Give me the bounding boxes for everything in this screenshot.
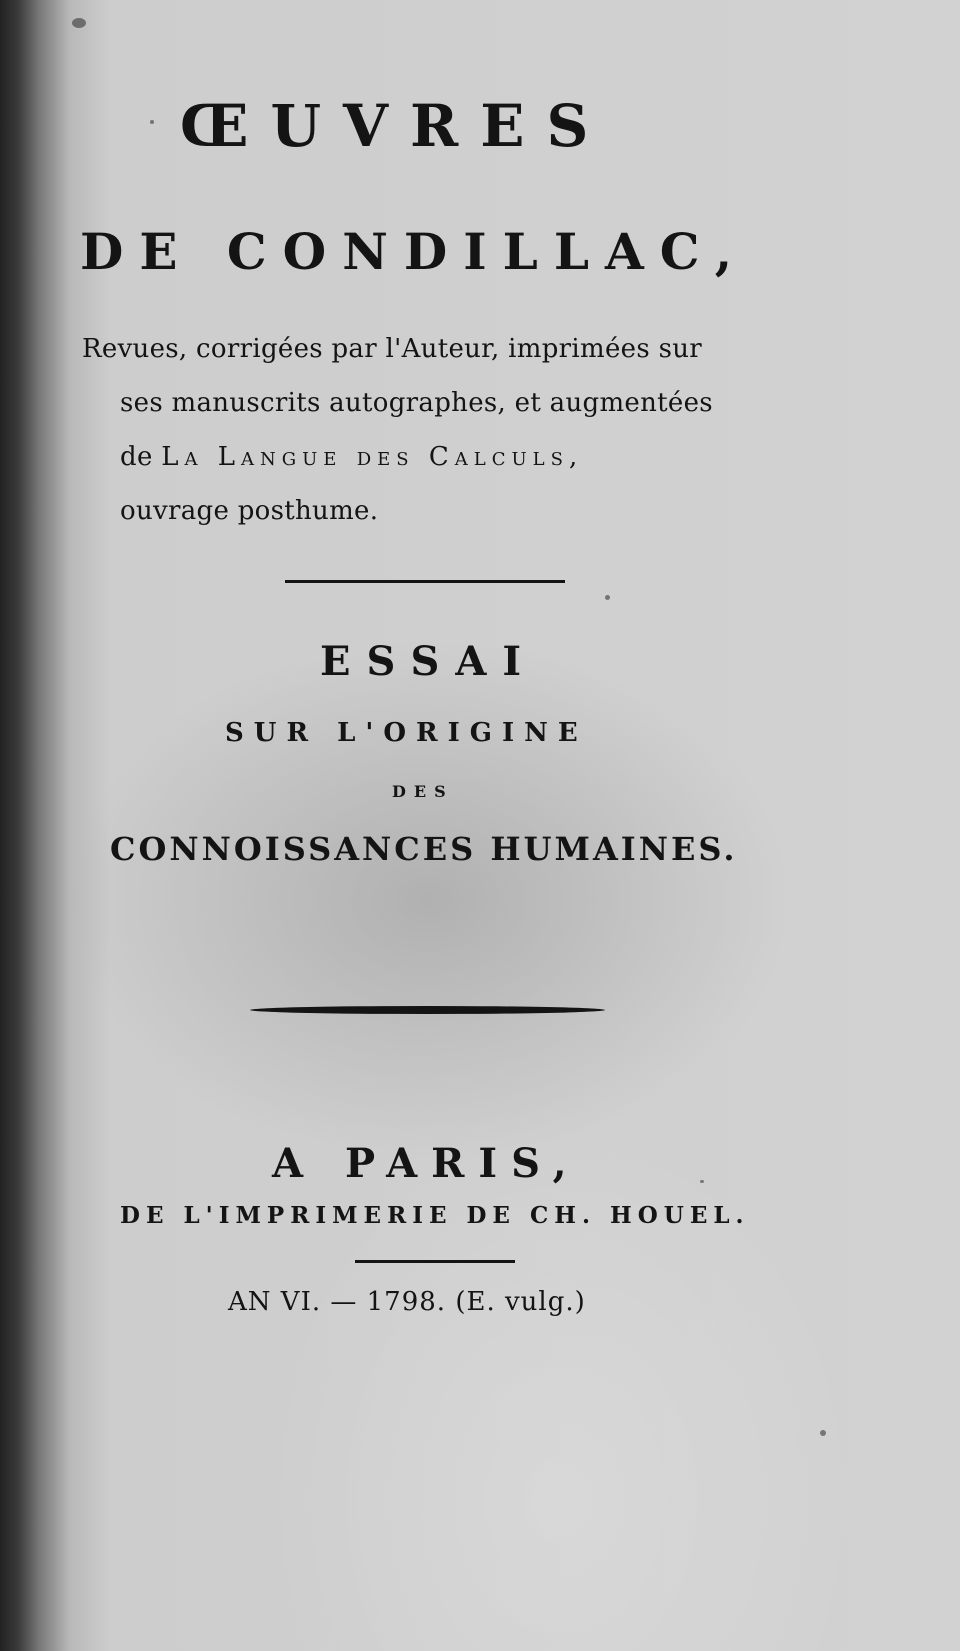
title-oeuvres: ŒUVRES [180, 92, 611, 160]
work-title-sur: SUR L'ORIGINE [225, 718, 588, 748]
title-author: DE CONDILLAC, [80, 222, 749, 281]
subtitle-line-2: ses manuscrits autographes, et augmentées [120, 388, 713, 418]
paper-speck [605, 595, 610, 600]
ornamental-rule [250, 1006, 605, 1014]
imprint-city: A PARIS, [272, 1140, 581, 1187]
work-title-connoissances: CONNOISSANCES HUMAINES. [110, 830, 738, 868]
divider-rule [285, 580, 565, 583]
subtitle-line-3 [120, 442, 583, 472]
subtitle-line-1: Revues, corrigées par l'Auteur, imprimées sur [82, 334, 702, 364]
work-title-essai: ESSAI [320, 638, 538, 685]
subtitle-line-3-prefix: de [120, 442, 162, 472]
subtitle-work-name: La Langue des Calculs, [161, 442, 584, 472]
divider-rule-small [355, 1260, 515, 1263]
paper-speck [820, 1430, 826, 1436]
imprint-printer: DE L'IMPRIMERIE DE CH. HOUEL. [120, 1202, 750, 1229]
work-title-des: DES [392, 782, 454, 801]
subtitle-line-4: ouvrage posthume. [120, 496, 379, 526]
paper-speck [150, 120, 154, 124]
paper-speck [700, 1180, 704, 1183]
paper-speck [72, 18, 86, 28]
imprint-date: AN VI. — 1798. (E. vulg.) [228, 1287, 586, 1317]
